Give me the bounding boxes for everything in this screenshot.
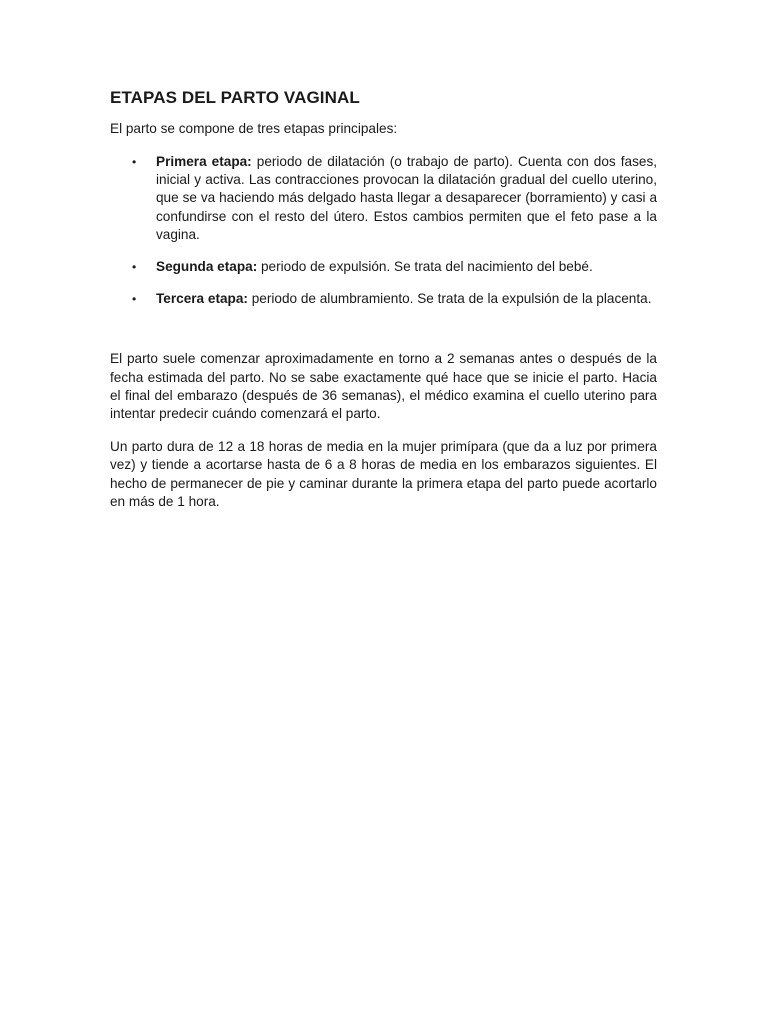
list-item-stage-2 [110, 258, 657, 276]
stage-description: periodo de expulsión. Se trata del nacimiento del bebé. [261, 259, 593, 275]
list-item-stage-3 [110, 290, 657, 308]
document-title: ETAPAS DEL PARTO VAGINAL [110, 88, 360, 107]
intro-text: El parto se compone de tres etapas principales: [110, 121, 398, 136]
paragraph-duration: Un parto dura de 12 a 18 horas de media en la mujer primípara (que da a luz por primera vez) y tiende a acortarse hasta de 6 a 8 horas de media en los embarazos siguientes. El hecho de permanecer de pie y caminar durante la primera etapa del parto puede acortarlo en más de 1 hora. [110, 439, 657, 509]
bullet-icon: • [132, 155, 137, 169]
stage-name: Primera etapa: [156, 154, 252, 169]
paragraph-onset: El parto suele comenzar aproximadamente en torno a 2 semanas antes o después de la fecha estimada del parto. No se sabe exactamente qué hace que se inicie el parto. Hacia el final del embarazo (después de 36 semanas), el médico examina el cuello uterino para intentar predecir cuándo comenzará el parto. [110, 351, 657, 422]
stage-description: periodo de alumbramiento. Se trata de la expulsión de la placenta. [251, 291, 652, 307]
bullet-icon: • [132, 292, 137, 307]
bullet-icon: • [132, 260, 137, 275]
list-item-stage-1 [110, 153, 657, 244]
stages-list [110, 153, 657, 308]
stage-description: periodo de dilatación (o trabajo de parto). Cuenta con dos fases, inicial y activa. Las contracciones provocan la dilatación gradual del cuello uterino, que se va haciendo más delgado hasta llegar a desaparecer (borramiento) y casi a confundirse con el resto del útero. Estos cambios permiten que el feto pase a la vagina. [156, 154, 658, 242]
stage-name: Tercera etapa: [156, 291, 248, 307]
stage-name: Segunda etapa: [156, 259, 258, 275]
document-page [110, 86, 657, 511]
